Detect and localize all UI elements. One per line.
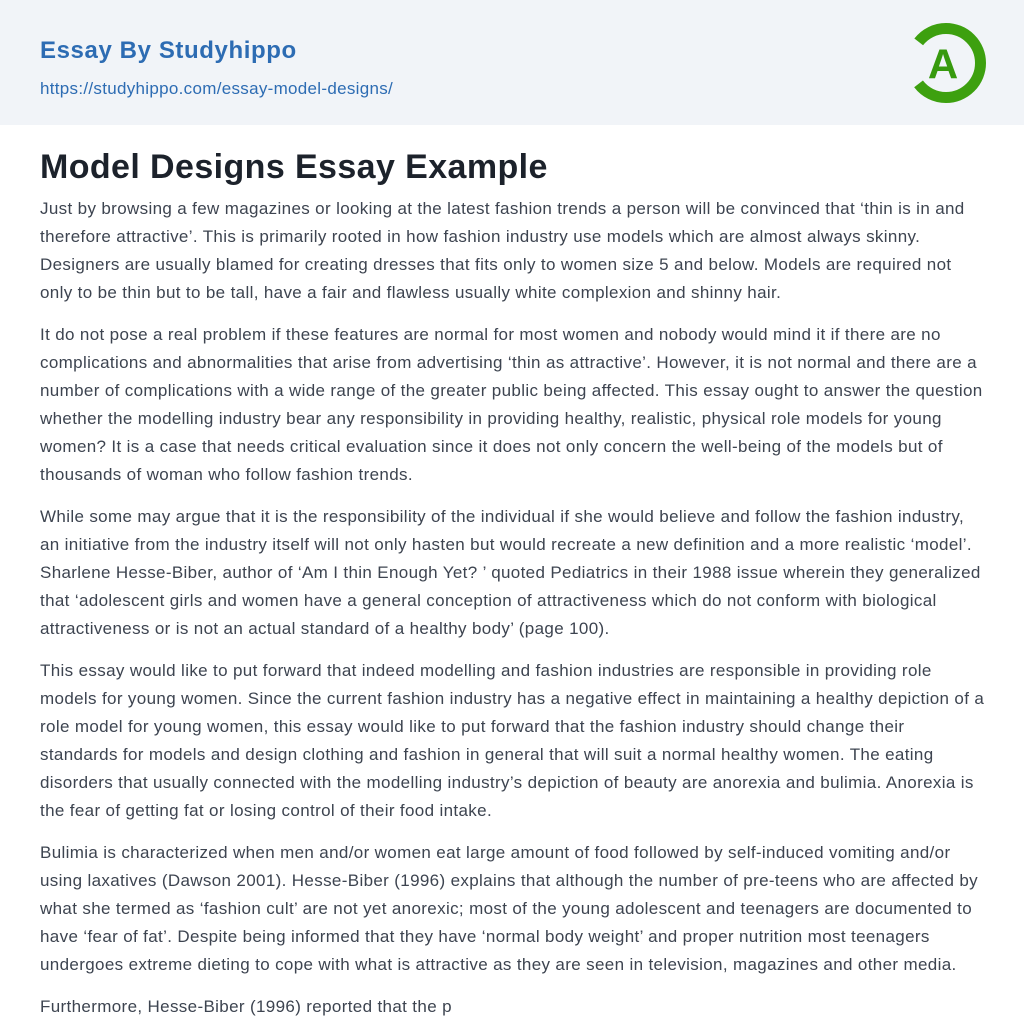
studyhippo-logo <box>904 21 988 105</box>
essay-content <box>0 125 1024 1021</box>
logo-letter: A <box>927 40 959 88</box>
essay-paragraph-5: Bulimia is characterized when men and/or women eat large amount of food followed by self-induced vomiting and/or using laxatives (Dawson 2001). Hesse-Biber (1996) explains that although the number of pre-teens who are affected by what she termed as ‘fashion cult’ are not yet anorexic; most of the young adolescent and teenagers are documented to have ‘fear of fat’. Despite being informed that they have ‘normal body weight’ and proper nutrition most teenagers undergoes extreme dieting to cope with what is attractive as they are seen in television, magazines and other media. <box>40 842 979 974</box>
header-text-block <box>40 38 393 99</box>
essay-paragraph-1: Just by browsing a few magazines or looking at the latest fashion trends a person will be convinced that ‘thin is in and therefore attractive’. This is primarily rooted in how fashion industry use models which are almost always skinny. Designers are usually blamed for creating dresses that fits only to women size 5 and below. Models are required not only to be thin but to be tall, have a fair and flawless usually white complexion and shinny hair. <box>40 198 965 302</box>
essay-title: Model Designs Essay Example <box>40 148 548 186</box>
essay-paragraph-6: Furthermore, Hesse-Biber (1996) reported that the p <box>40 996 452 1016</box>
page-url-link[interactable]: https://studyhippo.com/essay-model-designs/ <box>40 79 394 99</box>
logo-graphic <box>904 21 988 105</box>
page-header <box>0 0 1024 125</box>
essay-paragraph-3: While some may argue that it is the responsibility of the individual if she would believe and follow the fashion industry, an initiative from the industry itself will not only hasten but would recreate a new definition and a more realistic ‘model’. Sharlene Hesse-Biber, author of ‘Am I thin Enough Yet? ’ quoted Pediatrics in their 1988 issue wherein they generalized that ‘adolescent girls and women have a general conception of attractiveness which do not conform with biological attractiveness or is not an actual standard of a healthy body’ (page 100). <box>40 506 981 638</box>
essay-paragraph-4: This essay would like to put forward that indeed modelling and fashion industries are responsible in providing role models for young women. Since the current fashion industry has a negative effect in maintaining a healthy depiction of a role model for young women, this essay would like to put forward that the fashion industry should change their standards for models and design clothing and fashion in general that will suit a normal healthy women. The eating disorders that usually connected with the modelling industry’s depiction of beauty are anorexia and bulimia. Anorexia is the fear of getting fat or losing control of their food intake. <box>40 660 985 820</box>
essay-paragraph-2: It do not pose a real problem if these features are normal for most women and nobody would mind it if there are no complications and abnormalities that arise from advertising ‘thin as attractive’. However, it is not normal and there are a number of complications with a wide range of the greater public being affected. This essay ought to answer the question whether the modelling industry bear any responsibility in providing healthy, realistic, physical role models for young women? It is a case that needs critical evaluation since it does not only concern the well-being of the models but of thousands of woman who follow fashion trends. <box>40 324 983 484</box>
site-title: Essay By Studyhippo <box>40 37 297 64</box>
